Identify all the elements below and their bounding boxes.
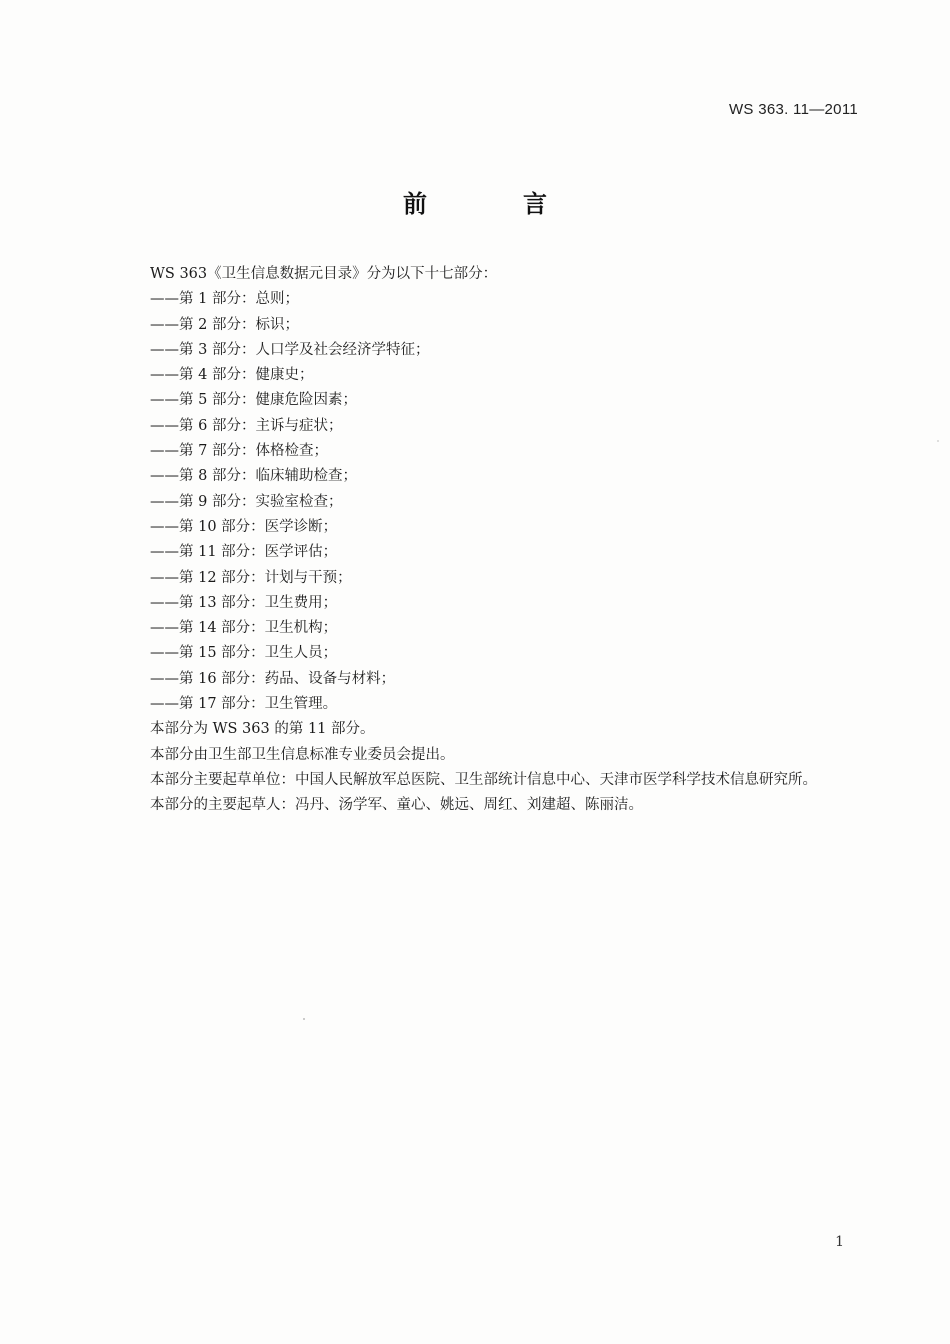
list-item: ——第 17 部分：卫生管理。 xyxy=(150,696,338,713)
part-of-statement: 本部分为 WS 363 的第 11 部分。 xyxy=(150,721,375,738)
drafting-units-statement: 本部分主要起草单位：中国人民解放军总医院、卫生部统计信息中心、天津市医学科学技术信息研究所。 xyxy=(150,771,817,788)
list-item: ——第 8 部分：临床辅助检查； xyxy=(150,468,357,485)
scan-speck xyxy=(937,440,939,442)
list-item: ——第 5 部分：健康危险因素； xyxy=(150,392,357,409)
list-item: ——第 10 部分：医学诊断； xyxy=(150,518,338,535)
list-item: ——第 3 部分：人口学及社会经济学特征； xyxy=(150,341,430,358)
list-item: ——第 12 部分：计划与干预； xyxy=(150,569,352,586)
list-item: ——第 1 部分：总则； xyxy=(150,291,299,308)
page-title: 前 言 xyxy=(403,190,583,218)
scan-speck xyxy=(303,1018,305,1020)
page-number: 1 xyxy=(835,1234,844,1250)
list-item: ——第 9 部分：实验室检查； xyxy=(150,493,343,510)
drafters-statement: 本部分的主要起草人：冯丹、汤学军、童心、姚远、周红、刘建超、陈丽洁。 xyxy=(150,797,643,814)
foreword-body xyxy=(117,262,862,819)
list-item: ——第 16 部分：药品、设备与材料； xyxy=(150,670,396,687)
list-item: ——第 15 部分：卫生人员； xyxy=(150,645,338,662)
list-item: ——第 7 部分：体格检查； xyxy=(150,443,328,460)
list-item: ——第 13 部分：卫生费用； xyxy=(150,594,338,611)
standard-code: WS 363. 11—2011 xyxy=(728,101,858,118)
list-item: ——第 2 部分：标识； xyxy=(150,316,299,333)
list-item: ——第 6 部分：主诉与症状； xyxy=(150,417,343,434)
list-item: ——第 14 部分：卫生机构； xyxy=(150,620,338,637)
list-item: ——第 4 部分：健康史； xyxy=(150,367,314,384)
proposed-by-statement: 本部分由卫生部卫生信息标准专业委员会提出。 xyxy=(150,746,455,763)
parts-list xyxy=(117,287,862,717)
intro-paragraph: WS 363《卫生信息数据元目录》分为以下十七部分： xyxy=(150,266,498,282)
list-item: ——第 11 部分：医学评估； xyxy=(150,544,338,561)
